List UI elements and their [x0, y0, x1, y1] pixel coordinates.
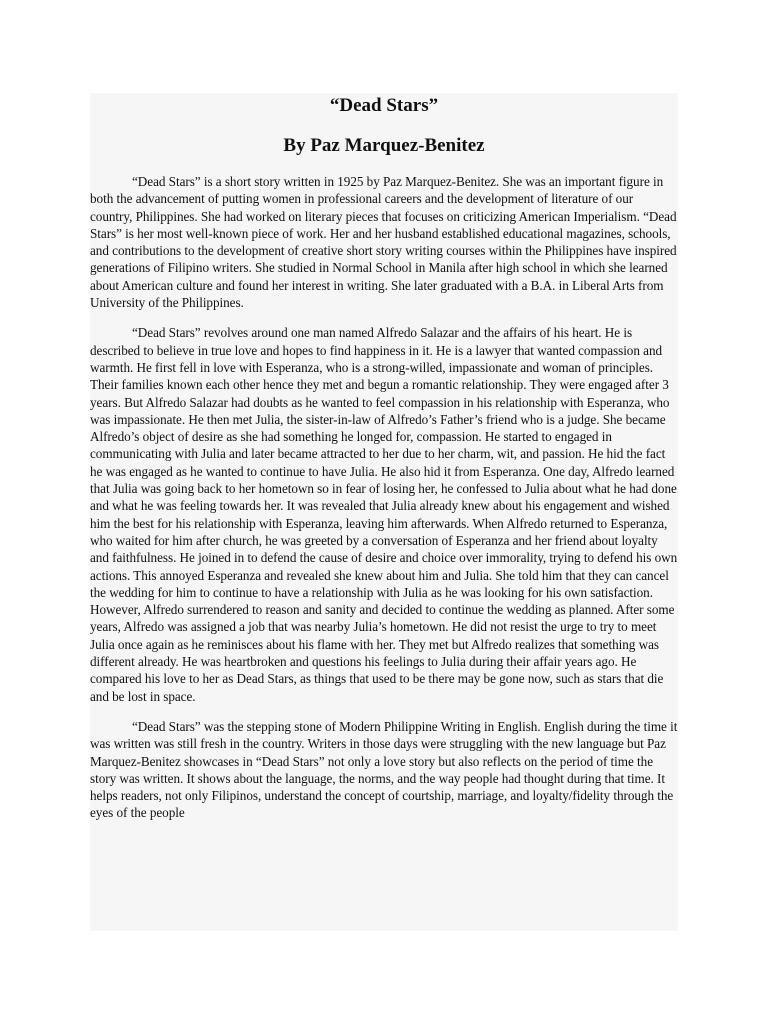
document-page: [90, 93, 678, 931]
paragraph-1: “Dead Stars” is a short story written in 1925 by Paz Marquez-Benitez. She was an important figure in both the advancement of putting women in professional careers and the development of literature of our country, Philippines. She had worked on literary pieces that focuses on criticizing American Imperialism. “Dead Stars” is her most well-known piece of work. Her and her husband established educational magazines, schools, and contributions to the development of creative short story writing courses within the Philippines have inspired generations of Filipino writers. She studied in Normal School in Manila after high school in which she learned about American culture and found her interest in writing. She later graduated with a B.A. in Liberal Arts from University of the Philippines.: [90, 174, 677, 311]
document-body: [90, 173, 678, 835]
paragraph-2: “Dead Stars” revolves around one man named Alfredo Salazar and the affairs of his heart. He is described to believe in true love and hopes to find happiness in it. He is a lawyer that wanted compassion and warmth. He first fell in love with Esperanza, who is a strong-willed, impassionate and woman of principles. Their families known each other hence they met and begun a romantic relationship. They were engaged after 3 years. But Alfredo Salazar had doubts as he wanted to feel compassion in his relationship with Esperanza, who was impassionate. He then met Julia, the sister-in-law of Alfredo’s Father’s friend who is a judge. She became Alfredo’s object of desire as she had something he longed for, compassion. He started to engaged in communicating with Julia and later became attracted to her due to her charm, wit, and passion. He hid the fact he was engaged as he wanted to continue to have Julia. He also hid it from Esperanza. One day, Alfredo learned that Julia was going back to her hometown so in fear of losing her, he confessed to Julia about what he had done and what he was feeling towards her. It was revealed that Julia already knew about his engagement and wished him the best for his relationship with Esperanza, leaving him afterwards. When Alfredo returned to Esperanza, who waited for him after church, he was greeted by a conversation of Esperanza and her friend about loyalty and faithfulness. He joined in to defend the cause of desire and choice over immorality, trying to defend his own actions. This annoyed Esperanza and revealed she knew about him and Julia. She told him that they can cancel the wedding for him to continue to have a relationship with Julia as he was looking for his own satisfaction. However, Alfredo surrendered to reason and sanity and decided to continue the wedding as planned. After some years, Alfredo was assigned a job that was nearby Julia’s hometown. He did not resist the urge to try to meet Julia once again as he reminisces about his flame with her. They met but Alfredo realizes that something was different already. He was heartbroken and questions his feelings to Julia during their affair years ago. He compared his love to her as Dead Stars, as things that used to be there may be gone now, such as stars that die and be lost in space.: [90, 325, 678, 704]
document-byline: By Paz Marquez-Benitez: [283, 135, 485, 156]
paragraph-3: “Dead Stars” was the stepping stone of Modern Philippine Writing in English. English during the time it was written was still fresh in the country. Writers in those days were struggling with the new language but Paz Marquez-Benitez showcases in “Dead Stars” not only a love story but also reflects on the period of time the story was written. It shows about the language, the norms, and the way people had thought during that time. It helps readers, not only Filipinos, understand the concept of courtship, marriage, and loyalty/fidelity through the eyes of the people: [90, 718, 678, 821]
document-title: “Dead Stars”: [329, 95, 439, 116]
